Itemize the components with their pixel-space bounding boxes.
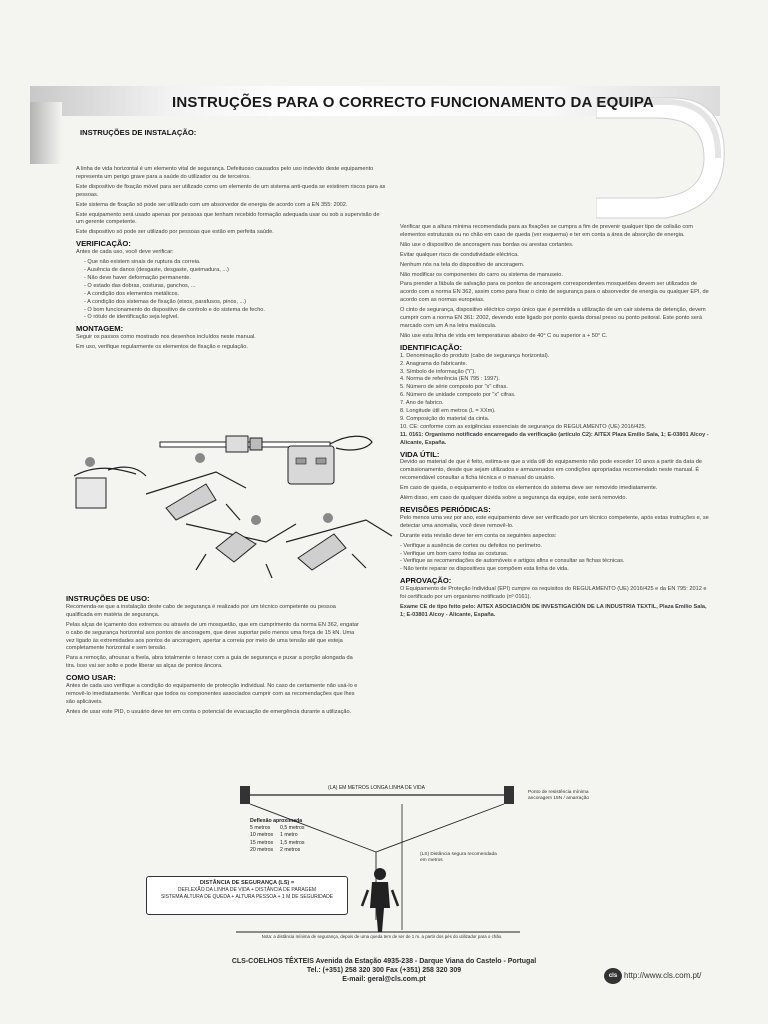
list-item: 11. 0161: Organismo notificado encarregado da verificação (artículo C2): AITEX Plaza Emilio Sala, 1; E-03801 Alcoy - Alicante, España. [400, 431, 709, 446]
safety-line: DEFLEXÃO DA LINHA DE VIDA + DISTÂNCIA DE PARAGEM [177, 887, 317, 893]
uso-para: Para a remoção, afrouxar a fivela, abra totalmente o tensor com a guia de segurança e puxar a porção alongada da tira. Isso vai ser solto e pode liberar as alças de pontos âncora. [66, 655, 353, 670]
verificacao-list [76, 259, 386, 322]
intro-para: Este dispositivo só pode ser utilizado por pessoas que estão em perfeita saúde. [76, 229, 274, 236]
list-item: 9. Composição do material da cinta. [400, 415, 490, 422]
list-item: 8. Longitude útil em metros (L = XXm). [400, 408, 496, 415]
list-item: - Verifique um bom carro todas as costuras. [400, 550, 509, 557]
list-item: - O rótulo de identificação seja legível. [84, 314, 179, 321]
aprovacao-heading: APROVAÇÃO: [400, 576, 452, 586]
list-item: 6. Número de unidade composto por "x" cifras. [400, 392, 516, 399]
right-para: Não use esta linha de vida em temperaturas abaixo de 40° C ou superior a + 50° C. [400, 332, 608, 339]
anchor-label: Ponto de resistência mínima ancoragem 15N / amarração [528, 790, 590, 801]
right-para: O cinto de segurança, dispositivo eléctrico corpo único que é permitida a utilização de um cair sistema de detenção, devem cumprir com a norma EN 361: 2002, devendo este ligado por ponto queda dorsal preso ou ponto peitoral. Este ponto será marcado com um A na letra maiúscula. [400, 307, 706, 329]
list-item: - Não deve haver deformação permanente. [84, 274, 191, 281]
vida-util-para: Devido ao material de que é feito, estima-se que a vida útil do equipamento não pode exceder 10 anos a partir da data de comissionamento, desde que sejam utilizados e armazenados em condições apropriadas recomendado neste manual. É recomendável consultar a ficha técnica e o manual do usuário. [400, 459, 702, 482]
table-row: 20 metros 2 metros [250, 846, 301, 853]
list-item: - Que não existem sinais de ruptura da correia. [84, 259, 201, 266]
revisoes-list [400, 543, 712, 575]
list-item: 1. Denominação do produto (cabo de segurança horizontal). [400, 352, 550, 359]
safety-line: SISTEMA ALTURA DE QUEDA + ALTURA PESSOA + 1 M DE SEGURIDADE [160, 894, 334, 900]
uso-para: Recomenda-se que a instalação deste cabo de segurança é realizado por um técnico competente ou pessoa qualificada em matéria de segurança. [66, 603, 336, 618]
vida-util-para: Além disso, em caso de qualquer dúvida sobre a segurança da equipe, este será removido. [400, 495, 627, 502]
list-item: - Verifique a ausência de cortes ou defeitos no perímetro. [400, 542, 543, 549]
montagem-heading: MONTAGEM: [76, 324, 124, 334]
intro-para: Este equipamento será usado apenas por pessoas que tenham recebido formação adequada usar ou sob a supervisão de um gerente competente. [76, 211, 380, 226]
intro-para: Este dispositivo de fixação móvel para ser utilizado como um elemento de um sistema anti-queda se existirem riscos para as pessoas. [76, 183, 386, 198]
aprovacao-para: O Equipamento de Proteção Individual (EPI) cumpre os requisitos do REGULAMENTO (UE) 2016/425 e da EN 795: 2012 e foi certificado por um organismo notificado (nº 0161). [400, 586, 707, 601]
website-link[interactable]: http://www.cls.com.pt/ [624, 971, 702, 980]
como-usar-heading: COMO USAR: [66, 673, 116, 683]
table-row: 10 metros 1 metro [250, 832, 298, 839]
left-shadow [30, 102, 62, 164]
footer [184, 957, 584, 984]
list-item: 10. CE: conforme com as exigências essenciais de segurança do REGULAMENTO (UE) 2016/425. [400, 423, 647, 430]
footer-tel: Tel.: (+351) 258 320 300 Fax (+351) 258 320 309 [306, 967, 462, 974]
list-item: - Ausência de danos (desgaste, desgaste, queimadura, ...) [84, 266, 229, 273]
list-item: - O bom funcionamento do dispositivo de controlo e do sistema de fecho. [84, 306, 265, 313]
right-para: Para prender a fábula de salvação para os pontos de ancoragem correspondentes mosquetões devem ser utilizados de acordo com a norma EN 362, assim como para fixar o cinto de segurança para o absorvedor de energia ou qualquer EPI, de acordo com as normas europeias. [400, 281, 709, 304]
assembly-illustration [66, 424, 402, 586]
vida-util-heading: VIDA ÚTIL: [400, 449, 440, 459]
list-item: 5. Número de série composto por "x" cifras. [400, 384, 508, 391]
como-usar-para: Antes de cada uso verifique a condição do equipamento de protecção individual. No caso de certamente não usá-lo e removê-lo imediatamente. Verificar que todos os componentes associados cumprir com as recomendações que lhes são aplicáveis. [66, 683, 358, 705]
intro-para: Este sistema de fixação só pode ser utilizado com um absorvedor de energia de acordo com a EN 355: 2002. [76, 201, 348, 208]
uso-para: Pelas alças de içamento dos extremos ou através de um mosquetão, que em cumprimento da norma EN 362, engatar o cabo de segurança horizontal aos pontos de ancoragem, que deve suportar pelo menos uma força de 15 kN. Uma vez ligado às extremidades aos pontos de ancoragem, apertar a correia por meio de uma tensão até que esteja completamente horizontal e sem tensão. [66, 621, 359, 652]
revisoes-para: Durante esta revisão deve ter em conta os seguintes aspectos: [400, 532, 557, 539]
page-title: INSTRUÇÕES PARA O CORRECTO FUNCIONAMENTO DA EQUIPA [172, 94, 654, 111]
montagem-line: Em uso, verifique regularmente os elementos de fixação e regulação. [76, 344, 248, 351]
como-usar-para: Antes de usar este PID, o usuário deve ter em conta o potencial de evacuação de emergência durante a utilização. [66, 708, 352, 715]
right-para: Não use o dispositivo de ancoragem nas bordas ou arestas cortantes. [400, 241, 574, 248]
table-row: 5 metros 0,5 metros [250, 825, 305, 832]
list-item: 3. Símbolo de informação ("i"). [400, 368, 476, 375]
list-item: - O estado das dobras, costuras, ganchos, ... [84, 282, 196, 289]
list-item: - Não tente reparar os dispositivos que compõem esta linha de vida. [400, 566, 569, 573]
cls-logo-icon: cls [604, 968, 622, 984]
identificacao-heading: IDENTIFICAÇÃO: [400, 342, 463, 352]
la-label: (LA) EM METROS LONGA LINHA DE VIDA [328, 785, 425, 791]
list-item: 7. Ano de fabrico. [400, 400, 444, 407]
list-item: - Verifique as recomendações de automóveis e artigos afins e consultar as fichas técnicas. [400, 558, 625, 565]
right-column [400, 224, 712, 622]
right-para: Não modificar os componentes do carro ou sistema de manuseio. [400, 271, 563, 278]
uso-heading: INSTRUÇÕES DE USO: [66, 594, 150, 603]
vida-util-para: Em caso de queda, o equipamento e todos os elementos do sistema deve ser removido imediatamente. [400, 485, 658, 492]
identificacao-list [400, 353, 712, 448]
list-item: 4. Norma de referência (EN 795 : 1997). [400, 376, 500, 383]
swoosh-decoration [596, 70, 726, 220]
revisoes-heading: REVISÕES PERIÓDICAS: [400, 505, 491, 514]
intro-para: A linha de vida horizontal é um elemento vital de segurança. Defeituoso causados pelo uso indevido deste equipamento representa um perigo grave para a saúde do utilizador ou de terceiros. [76, 166, 374, 180]
intro-block [76, 166, 386, 354]
montagem-line: Seguir os passos como mostrado nos desenhos incluídos neste manual. [76, 334, 256, 341]
verificacao-lead: Antes de cada uso, você deve verificar: [76, 249, 174, 256]
right-para: Nenhum nós na tela do dispositivo de ancoragem. [400, 261, 525, 268]
aprovacao-para: Exame CE de tipo feito pelo: AITEX ASOCIACIÓN DE INVESTIGACIÓN DE LA INDUSTRIA TEXTIL, Plaza Emilio Sala, 1; E-03801 Alcoy - Alicante, España. [400, 603, 707, 618]
list-item: - A condição dos sistemas de fixação (eixos, parafusos, pinos, ...) [84, 298, 246, 305]
diagram-note: Nota: a distância mínima de segurança, depois de uma queda tem de ser de 1 m. a partir dos pés do utilizador para o chão. [261, 934, 503, 939]
deflection-heading: Deflexão aproximada [250, 818, 303, 824]
list-item: 2. Anagrama do fabricante. [400, 360, 468, 367]
safety-distance-box [146, 876, 348, 915]
deflection-table [250, 818, 305, 854]
safety-title: DISTÂNCIA DE SEGURANÇA (LS) = [199, 880, 295, 886]
footer-email[interactable]: E-mail: geral@cls.com.pt [342, 976, 426, 983]
uso-block [66, 592, 362, 719]
install-heading: INSTRUÇÕES DE INSTALAÇÃO: [80, 128, 197, 137]
right-para: Verificar que a altura mínima recomendada para as fixações se cumpra a fim de prevenir qualquer tipo de colisão com elementos estruturais ou no chão em caso de queda (ver esquema) e ter em conta a área de absorção de energia. [400, 224, 693, 238]
footer-company: CLS-COELHOS TÊXTEIS Avenida da Estação 4935-238 - Darque Viana do Castelo - Portugal [231, 958, 537, 965]
revisoes-para: Pelo menos uma vez por ano, este equipamento deve ser verificado por um técnico competente, após estas instruções e, se detectar uma anomalia, você deve removê-lo. [400, 514, 709, 529]
list-item: - A condição dos elementos metálicos. [84, 290, 180, 297]
verificacao-heading: VERIFICAÇÃO: [76, 239, 131, 249]
right-para: Evitar qualquer risco de condutividade eléctrica. [400, 251, 519, 258]
table-row: 15 metros 1,5 metros [250, 839, 305, 846]
ls-label: (LS) Distância segura recomendada em metros [420, 852, 497, 863]
